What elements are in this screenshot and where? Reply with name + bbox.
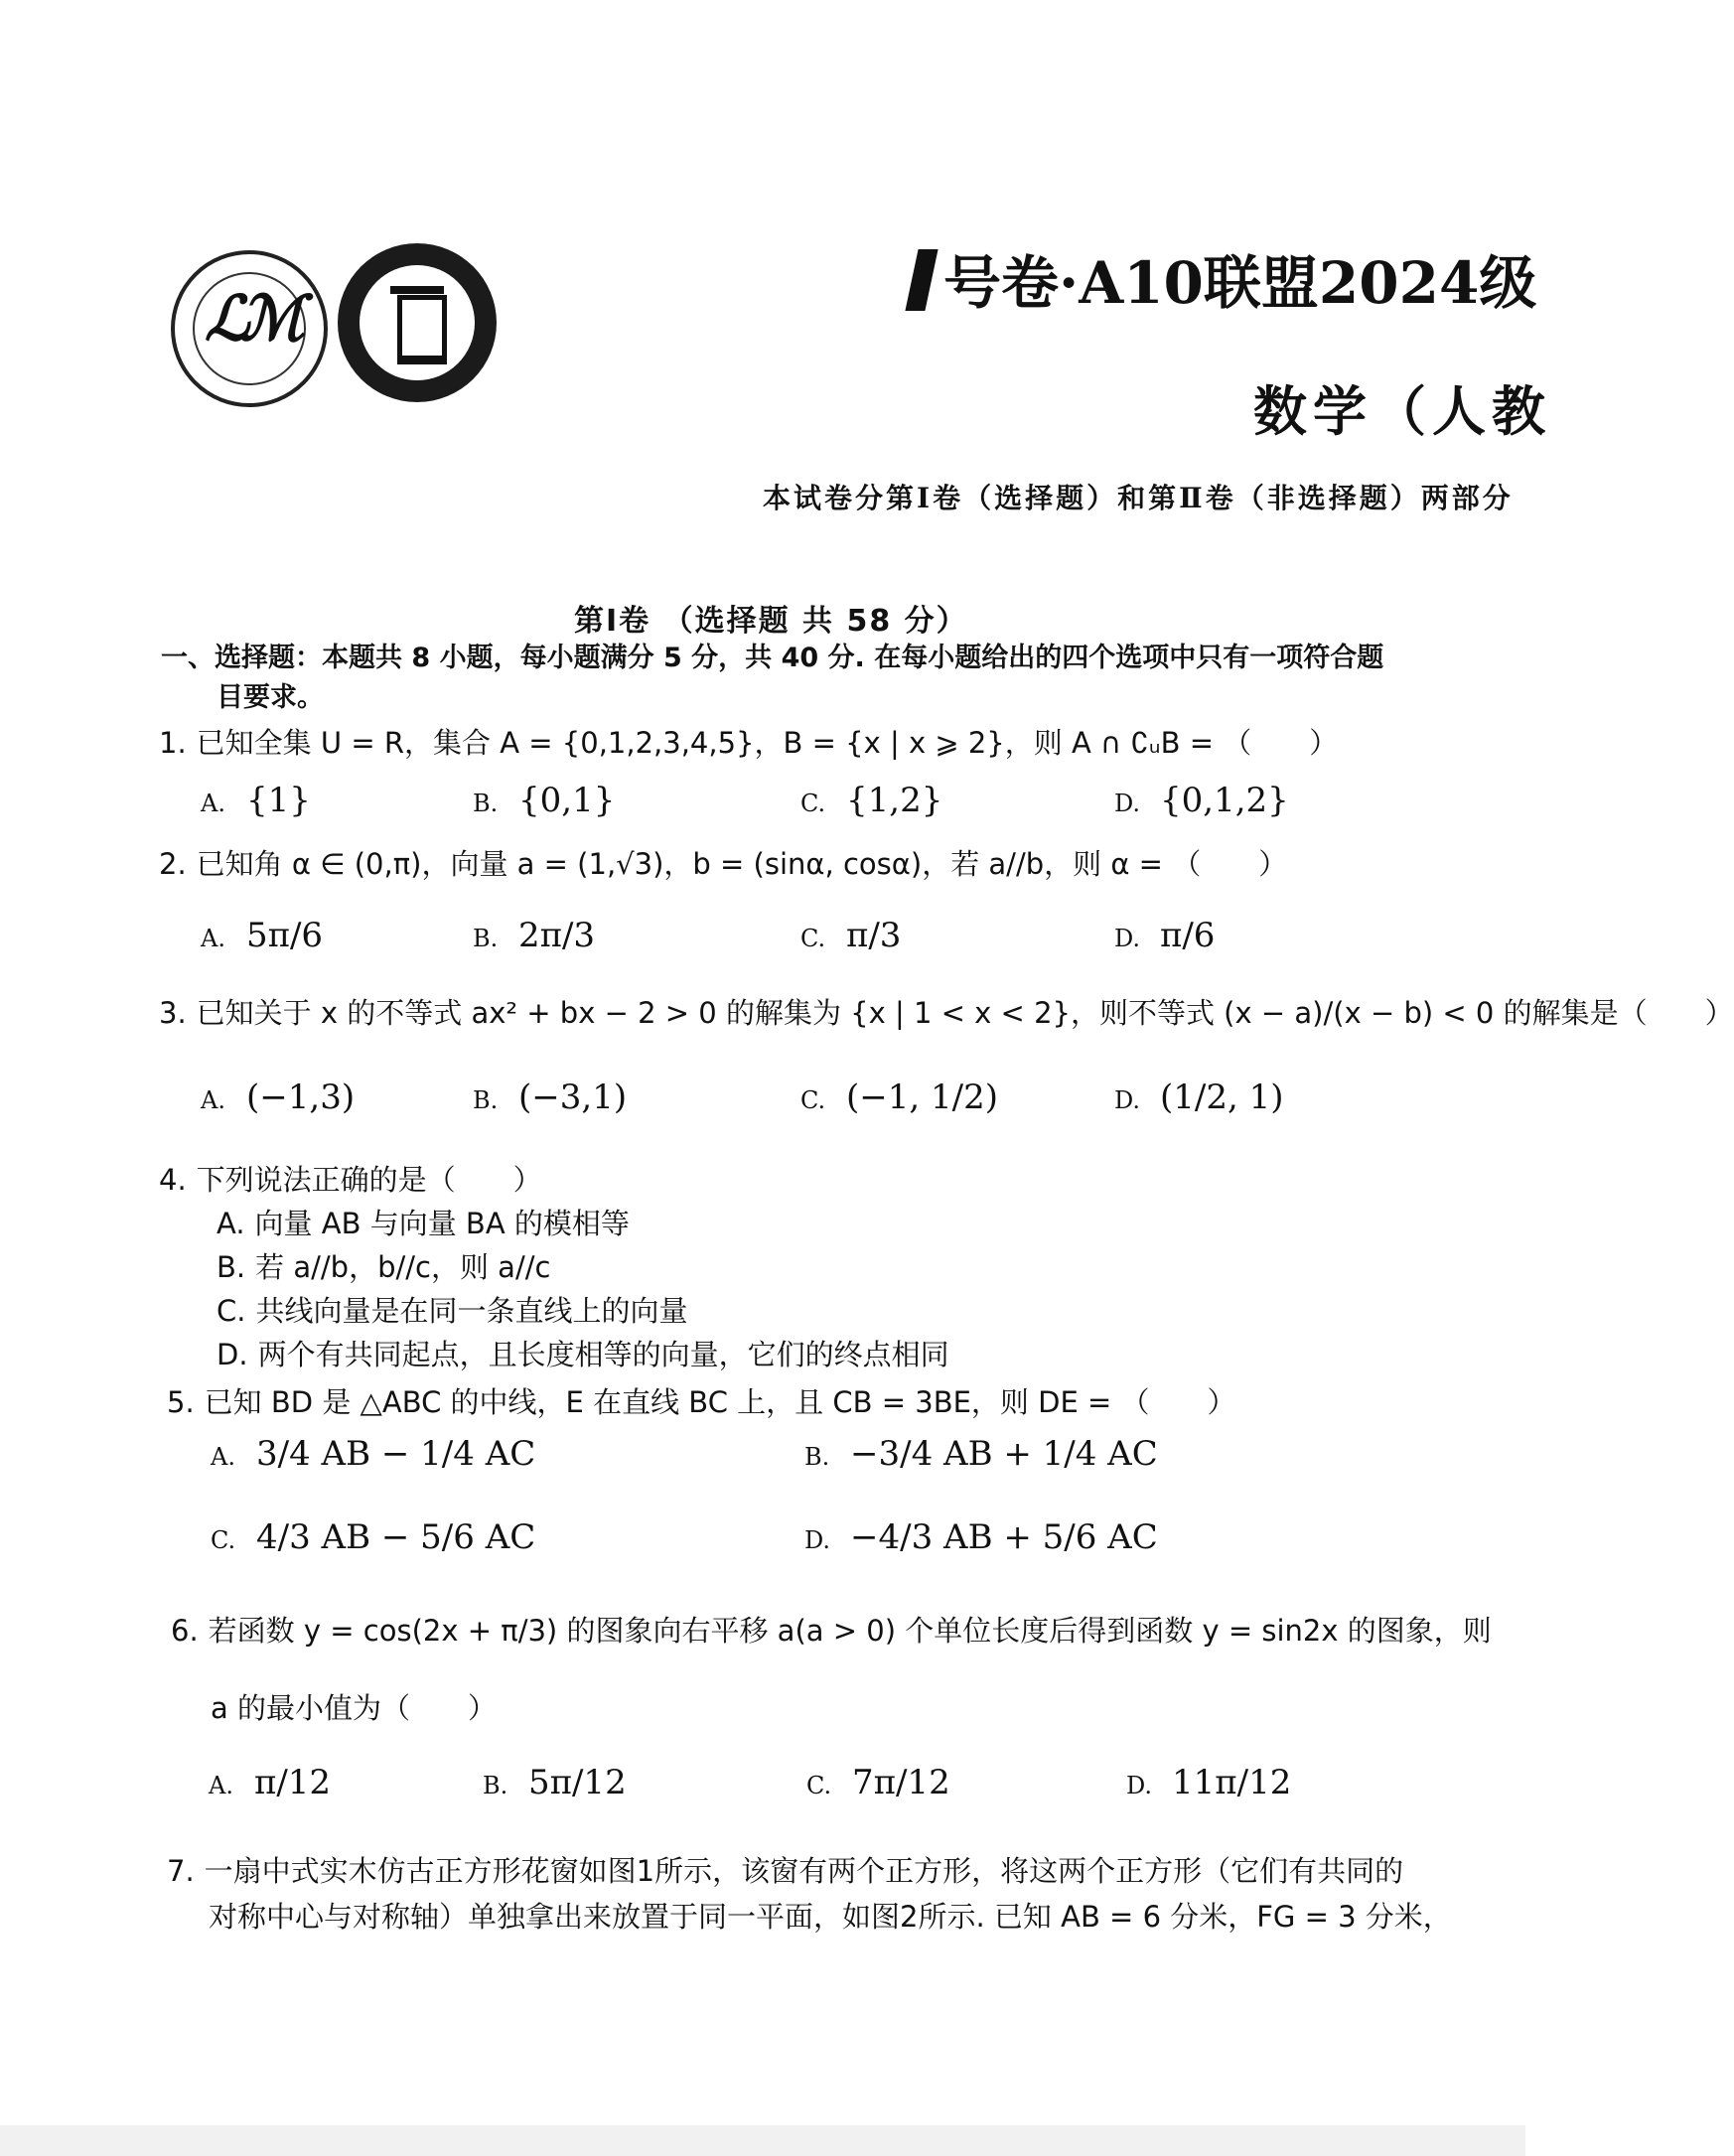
- option-value: π/12: [254, 1763, 332, 1802]
- option-label: B.: [473, 925, 499, 952]
- option-value: π/6: [1160, 916, 1216, 955]
- q4-option-c[interactable]: [217, 1289, 687, 1330]
- option-value: {0,1}: [518, 781, 616, 820]
- question-stem: 一扇中式实木仿古正方形花窗如图1所示，该窗有两个正方形，将这两个正方形（它们有共同的: [204, 1854, 1404, 1888]
- option-value: 11π/12: [1172, 1763, 1292, 1802]
- q5-option-b[interactable]: [804, 1434, 1158, 1474]
- q5-option-a[interactable]: [211, 1434, 535, 1474]
- exam-brand-title: [912, 236, 1547, 316]
- q5-option-d[interactable]: [804, 1517, 1158, 1557]
- wanzhi-education-logo: [338, 243, 497, 402]
- option-label: D.: [804, 1526, 831, 1554]
- option-value: 2π/3: [518, 916, 596, 955]
- wanzhi-logo-inner: [360, 265, 475, 380]
- option-value: 若 a//b，b//c，则 a//c: [255, 1250, 551, 1284]
- question-6-continued: a 的最小值为（ ）: [211, 1691, 497, 1725]
- q1-option-a[interactable]: [201, 781, 311, 820]
- question-stem: 已知全集 U = R，集合 A = {0,1,2,3,4,5}，B = {x | x ⩾ 2}，则 A ∩ ∁ᵤB = （ ）: [196, 726, 1339, 760]
- option-label: C.: [211, 1526, 236, 1554]
- option-label: C.: [800, 925, 826, 952]
- option-value: {0,1,2}: [1160, 781, 1289, 820]
- q4-option-b[interactable]: [217, 1245, 550, 1286]
- option-value: 4/3 AB − 5/6 AC: [256, 1517, 536, 1557]
- alliance-logo: [171, 250, 328, 407]
- question-number: 6.: [171, 1614, 199, 1648]
- question-1: [159, 721, 1338, 762]
- option-value: (−3,1): [518, 1078, 628, 1117]
- q3-option-c[interactable]: [800, 1078, 998, 1117]
- q3-option-d[interactable]: [1114, 1078, 1284, 1117]
- q1-option-d[interactable]: [1114, 781, 1289, 820]
- option-value: (−1, 1/2): [846, 1078, 998, 1117]
- q2-option-c[interactable]: [800, 916, 901, 955]
- option-label: D.: [1114, 925, 1141, 952]
- option-value: (1/2, 1): [1160, 1078, 1284, 1117]
- option-label: A.: [209, 1772, 233, 1799]
- question-7: [167, 1849, 1403, 1890]
- option-label: A.: [201, 925, 225, 952]
- option-value: {1,2}: [846, 781, 943, 820]
- option-value: (−1,3): [246, 1078, 356, 1117]
- q6-option-a[interactable]: [209, 1763, 331, 1802]
- question-stem: 已知角 α ∈ (0,π)，向量 a = (1,√3)，b = (sinα, cosα)，若 a//b，则 α = （ ）: [196, 847, 1288, 881]
- question-stem: 已知 BD 是 △ABC 的中线，E 在直线 BC 上，且 CB = 3BE，则 DE = （ ）: [204, 1385, 1236, 1419]
- question-stem: 下列说法正确的是（ ）: [196, 1163, 542, 1197]
- question-number: 1.: [159, 726, 187, 760]
- option-value: −4/3 AB + 5/6 AC: [850, 1517, 1158, 1557]
- brand-text: 号卷·A10联盟2024级: [943, 249, 1537, 317]
- question-5: [167, 1380, 1236, 1421]
- question-number: 3.: [159, 996, 187, 1030]
- option-label: B.: [804, 1443, 830, 1471]
- question-number: 7.: [167, 1854, 195, 1888]
- q1-option-b[interactable]: [473, 781, 615, 820]
- brand-stroke-icon: [905, 249, 938, 311]
- option-label: B.: [473, 790, 499, 817]
- question-stem: 已知关于 x 的不等式 ax² + bx − 2 > 0 的解集为 {x | 1 < x < 2}，则不等式 (x − a)/(x − b) < 0 的解集是（ ）: [196, 996, 1734, 1030]
- question-number: 5.: [167, 1385, 195, 1419]
- q6-option-d[interactable]: [1126, 1763, 1291, 1802]
- option-value: {1}: [246, 781, 311, 820]
- option-value: π/3: [846, 916, 902, 955]
- q3-option-b[interactable]: [473, 1078, 627, 1117]
- option-label: A.: [201, 790, 225, 817]
- question-2: [159, 842, 1287, 883]
- option-label: C.: [806, 1772, 832, 1799]
- option-label: D.: [1126, 1772, 1153, 1799]
- option-value: 向量 AB 与向量 BA 的模相等: [254, 1207, 630, 1240]
- question-number: 4.: [159, 1163, 187, 1197]
- option-label: D.: [1114, 790, 1141, 817]
- option-value: 7π/12: [852, 1763, 950, 1802]
- question-stem: 若函数 y = cos(2x + π/3) 的图象向右平移 a(a > 0) 个单位长度后得到函数 y = sin2x 的图象，则: [208, 1614, 1492, 1648]
- option-value: 5π/12: [528, 1763, 627, 1802]
- option-label: B.: [473, 1086, 499, 1114]
- option-value: 5π/6: [246, 916, 324, 955]
- option-value: −3/4 AB + 1/4 AC: [850, 1434, 1158, 1474]
- question-3: [159, 991, 1734, 1032]
- option-value: 3/4 AB − 1/4 AC: [256, 1434, 536, 1474]
- scan-bottom-edge: [0, 2125, 1525, 2156]
- alliance-logo-mark: ℒℳ: [205, 282, 295, 355]
- q3-option-a[interactable]: [201, 1078, 355, 1117]
- section-heading: 第Ⅰ卷 （选择题 共 58 分）: [574, 604, 968, 639]
- question-4: [159, 1158, 542, 1199]
- option-label: C.: [217, 1294, 246, 1328]
- q5-option-c[interactable]: [211, 1517, 535, 1557]
- q2-option-d[interactable]: [1114, 916, 1215, 955]
- q4-option-a[interactable]: [217, 1202, 630, 1242]
- exam-structure-note: 本试卷分第Ⅰ卷（选择题）和第Ⅱ卷（非选择题）两部分: [763, 482, 1514, 514]
- subject-title: 数学（人教: [1253, 379, 1551, 443]
- q2-option-a[interactable]: [201, 916, 323, 955]
- option-label: C.: [800, 1086, 826, 1114]
- question-6: [171, 1609, 1492, 1650]
- option-label: B.: [217, 1250, 246, 1284]
- option-label: D.: [1114, 1086, 1141, 1114]
- option-label: A.: [211, 1443, 235, 1471]
- q2-option-b[interactable]: [473, 916, 595, 955]
- question-7-continued: 对称中心与对称轴）单独拿出来放置于同一平面，如图2所示. 已知 AB = 6 分米，FG = 3 分米，: [209, 1900, 1452, 1934]
- option-label: B.: [483, 1772, 508, 1799]
- q6-option-c[interactable]: [806, 1763, 950, 1802]
- option-label: D.: [217, 1338, 248, 1371]
- option-label: A.: [217, 1207, 245, 1240]
- part-instructions-line1: 一、选择题：本题共 8 小题，每小题满分 5 分，共 40 分. 在每小题给出的四个选项中只有一项符合题: [161, 643, 1384, 673]
- gate-icon: [397, 295, 447, 364]
- part-instructions-line2: 目要求。: [217, 682, 324, 713]
- option-value: 共线向量是在同一条直线上的向量: [255, 1294, 688, 1328]
- q1-option-c[interactable]: [800, 781, 942, 820]
- q4-option-d[interactable]: [217, 1333, 949, 1373]
- option-label: C.: [800, 790, 826, 817]
- option-value: 两个有共同起点，且长度相等的向量，它们的终点相同: [257, 1338, 949, 1371]
- q6-option-b[interactable]: [483, 1763, 627, 1802]
- option-label: A.: [201, 1086, 225, 1114]
- question-number: 2.: [159, 847, 187, 881]
- part-instructions: [161, 639, 1442, 718]
